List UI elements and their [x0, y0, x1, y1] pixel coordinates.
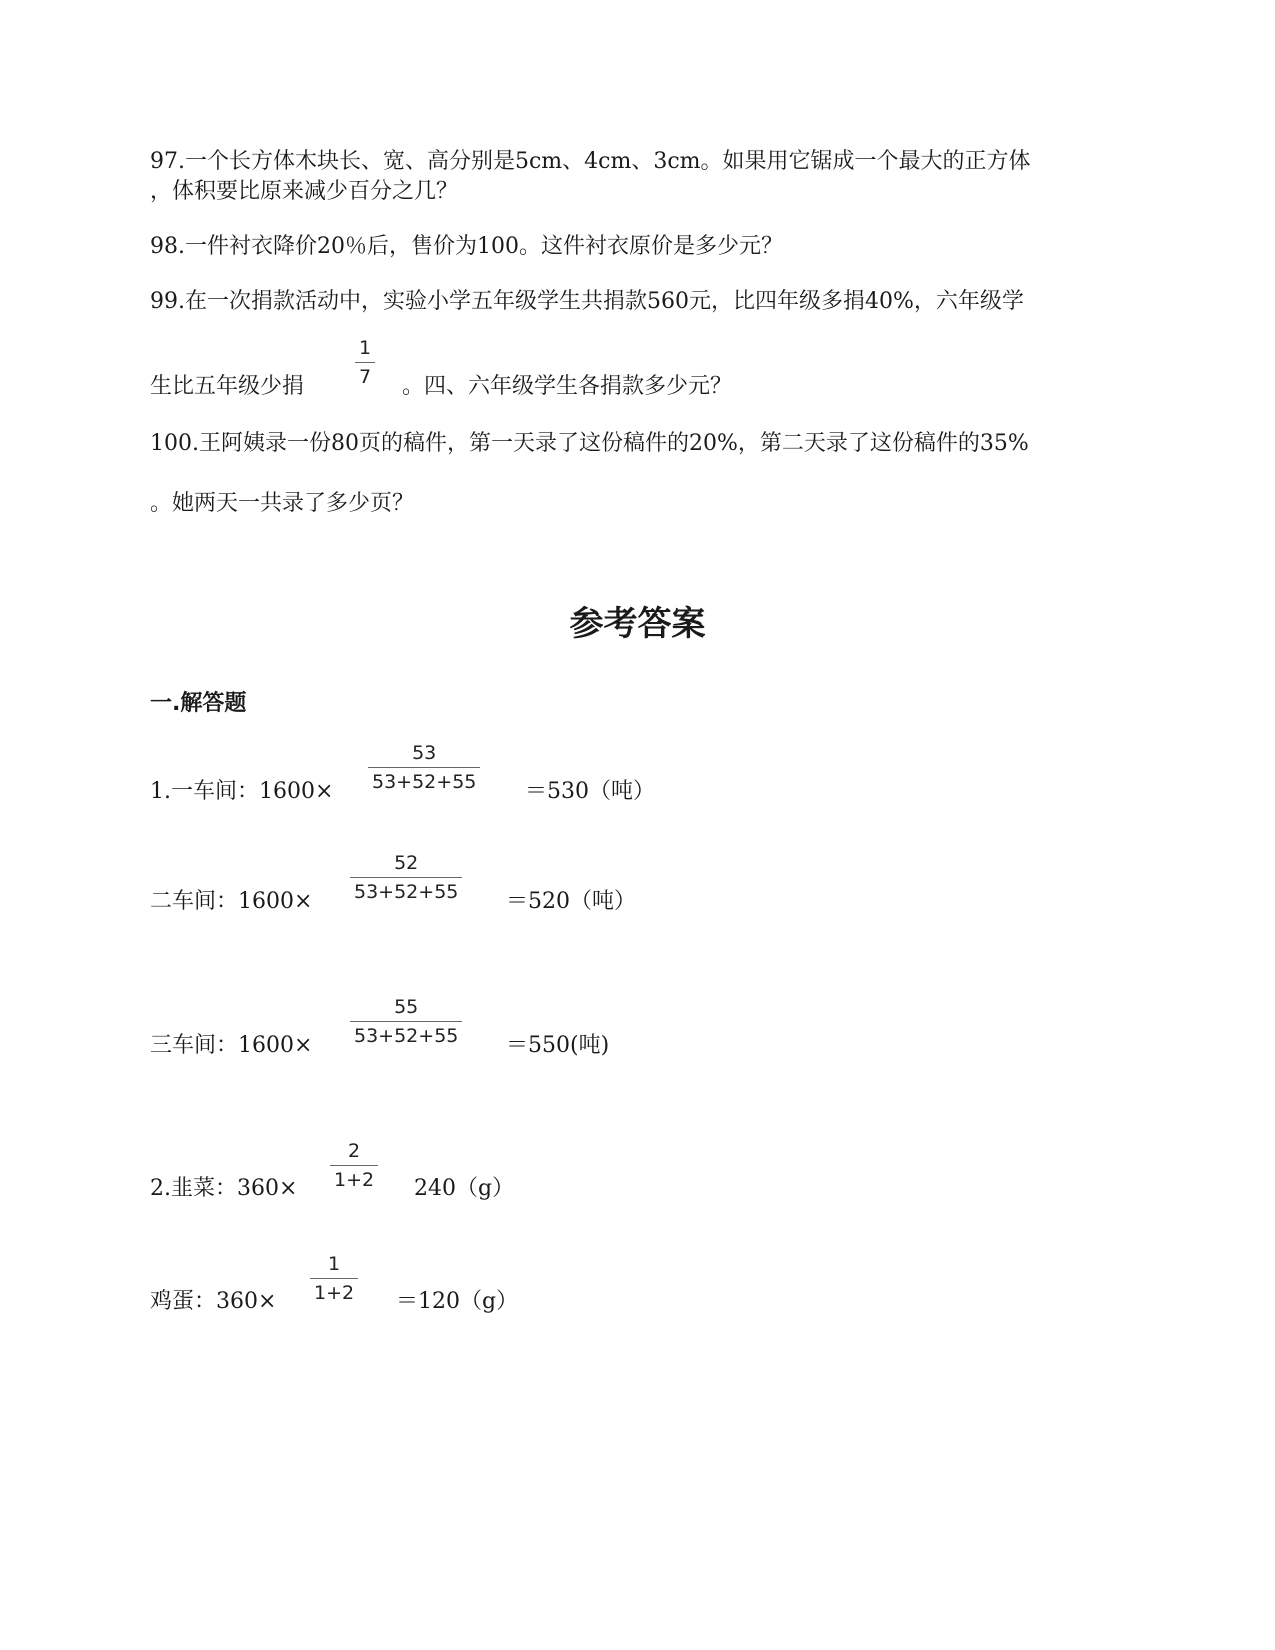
- answer-1-result: ＝530（吨）: [525, 779, 655, 804]
- question-100-line-2: 。她两天一共录了多少页？: [150, 491, 415, 516]
- question-99-line-2-post: 。四、六年级学生各捐款多少元？: [402, 374, 733, 399]
- answer-2-fraction: [330, 1140, 378, 1191]
- question-100-line-1: 100.王阿姨录一份80页的稿件，第一天录了这份稿件的20%，第二天录了这份稿件的35%: [150, 431, 1029, 456]
- question-99-fraction: [355, 337, 375, 388]
- fraction-numerator: 52: [394, 852, 419, 874]
- fraction-denominator: 53+52+55: [372, 771, 477, 793]
- answer-1c-fraction: [350, 996, 462, 1047]
- answer-1c-pre: 三车间：1600×: [150, 1033, 313, 1058]
- question-98: 98.一件衬衣降价20％后，售价为100。这件衬衣原价是多少元？: [150, 234, 783, 259]
- answer-2b-fraction: [310, 1253, 358, 1304]
- question-97-line-2: ，体积要比原来减少百分之几？: [150, 179, 459, 204]
- page-title: 参考答案: [569, 604, 706, 644]
- fraction-denominator: 7: [359, 366, 372, 388]
- answer-1b-result: ＝520（吨）: [506, 889, 636, 914]
- answer-1b-pre: 二车间：1600×: [150, 889, 313, 914]
- question-99-line-2-pre: 生比五年级少捐: [150, 374, 305, 399]
- answer-2b-result: ＝120（g）: [396, 1289, 519, 1314]
- fraction-numerator: 1: [328, 1253, 341, 1275]
- fraction-denominator: 1+2: [314, 1282, 355, 1304]
- answer-1b-fraction: [350, 852, 462, 903]
- answer-2b-pre: 鸡蛋：360×: [150, 1289, 277, 1314]
- question-99-line-1: 99.在一次捐款活动中，实验小学五年级学生共捐款560元，比四年级多捐40%，六年级学: [150, 289, 1024, 314]
- fraction-denominator: 53+52+55: [354, 881, 459, 903]
- answer-1c-result: ＝550(吨): [506, 1033, 610, 1058]
- answer-1-fraction: [368, 742, 480, 793]
- fraction-numerator: 1: [359, 337, 372, 359]
- fraction-numerator: 2: [348, 1140, 361, 1162]
- section-heading: 一.解答题: [150, 691, 247, 716]
- answer-2-result: 240（g）: [414, 1176, 515, 1201]
- answer-1-pre: 1.一车间：1600×: [150, 779, 334, 804]
- fraction-denominator: 53+52+55: [354, 1025, 459, 1047]
- fraction-numerator: 55: [394, 996, 419, 1018]
- answer-2-pre: 2.韭菜：360×: [150, 1176, 298, 1201]
- fraction-denominator: 1+2: [334, 1169, 375, 1191]
- fraction-numerator: 53: [412, 742, 437, 764]
- question-97-line-1: 97.一个长方体木块长、宽、高分别是5cm、4cm、3cm。如果用它锯成一个最大的正方体: [150, 149, 1031, 174]
